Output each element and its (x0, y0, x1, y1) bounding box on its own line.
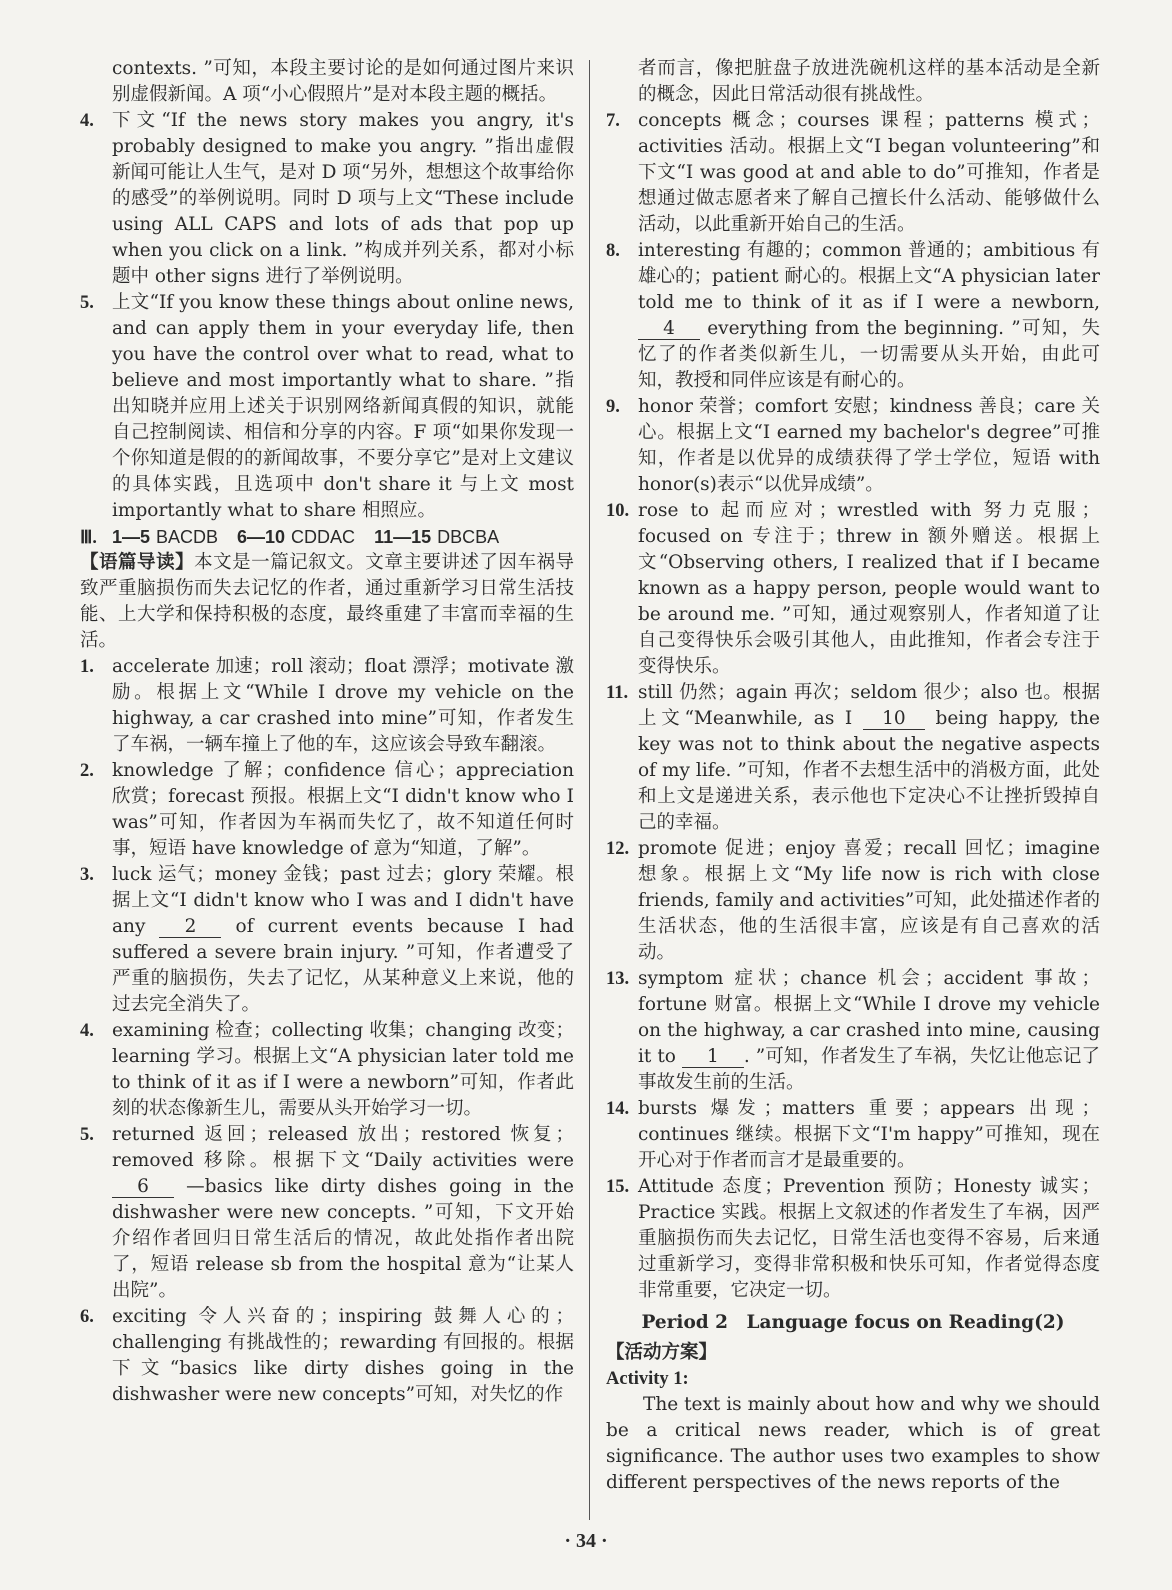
page-number: · 34 · (564, 1530, 608, 1552)
answer-explanation-item (606, 238, 1100, 394)
answer-range: 11—15 (374, 527, 432, 547)
passage-guide-text: 本文是一篇记叙文。文章主要讲述了因车祸导致严重脑损伤而失去记忆的作者，通过重新学习日常生活技能、上大学和保持积极的态度，最终重建了丰富而幸福的生活。 (80, 552, 574, 651)
item-text: returned 返回；released 放出；restored 恢复；removed 移除。根据下文“Daily activities were (112, 1124, 574, 1171)
column-divider (589, 60, 590, 1520)
answer-explanation-item (80, 862, 574, 1018)
right-items (606, 108, 1100, 1304)
answer-range: 6—10 (237, 527, 286, 547)
left-items-a (80, 108, 574, 524)
item-text: examining 检查；collecting 收集；changing 改变；learning 学习。根据上文“A physician later told me to think of it as if I were a newborn”可知，作者此刻的状态像新生儿，需要从头开始学习一切。 (112, 1020, 574, 1119)
answer-keys: CDDAC (291, 527, 356, 547)
item-number: 4. (80, 1021, 94, 1041)
item-number: 1. (80, 657, 94, 677)
answer-explanation-item (80, 654, 574, 758)
item-number: 8. (606, 241, 620, 261)
item-number: 4. (80, 111, 94, 131)
item-number: 5. (80, 1125, 94, 1145)
item-number: 15. (606, 1177, 630, 1197)
item-text: knowledge 了解；confidence 信心；appreciation 欣赏；forecast 预报。根据上文“I didn't know who I was”可知，作者因为车祸而失忆了，故不知道任何时事，短语 have knowledge of 意为“知道，了解”。 (112, 760, 574, 859)
item-text: 下文“If the news story makes you angry, it's probably designed to make you angry. ”指出虚假新闻可能让人生气，是对 D 项“另外，想想这个故事给你的感受”的举例说明。同时 D 项与上文“These include using ALL CAPS and lots of ads that pop up when you click on a link. ”构成并列关系，都对小标题中 other signs 进行了举例说明。 (112, 110, 574, 287)
item-text: everything from the beginning. ”可知，失忆了的作者类似新生儿，一切需要从头开始，由此可知，教授和同伴应该是有耐心的。 (638, 318, 1100, 391)
blank-number: 6 (112, 1177, 174, 1198)
item-number: 9. (606, 397, 620, 417)
item-text: . ”可知，作者发生了车祸，失忆让他忘记了事故发生前的生活。 (638, 1046, 1100, 1093)
blank-number: 10 (863, 709, 925, 730)
item-text: still 仍然；again 再次；seldom 很少；also 也。根据上文“Meanwhile, as I (638, 682, 1100, 729)
answer-explanation-item (606, 394, 1100, 498)
answer-keys: DBCBA (437, 527, 500, 547)
item-text: —basics like dirty dishes going in the dishwasher were new concepts. ”可知，下文开始介绍作者回归日常生活后的情况，故此处指作者出院了，短语 release sb from the hospital 意为“让某人出院”。 (112, 1176, 574, 1301)
item-number: 11. (606, 683, 629, 703)
item-number: 7. (606, 111, 620, 131)
item-text: being happy, the key was not to think about the negative aspects of my life. ”可知，作者不去想生活中的消极方面，此处和上文是递进关系，表示他也下定决心不让挫折毁掉自己的幸福。 (638, 708, 1100, 833)
item-text: accelerate 加速；roll 滚动；float 漂浮；motivate 激励。根据上文“While I drove my vehicle on the highway, a car crashed into mine”可知，作者发生了车祸，一辆车撞上了他的车，这应该会导致车翻滚。 (112, 656, 574, 755)
left-column (80, 56, 574, 1408)
period-title: Period 2 Language focus on Reading(2) (641, 1312, 1065, 1333)
left-top-text: contexts. ”可知，本段主要讨论的是如何通过图片来识别虚假新闻。A 项“小心假照片”是对本段主题的概括。 (112, 58, 574, 105)
answer-key-row (80, 524, 574, 550)
answer-group (112, 527, 218, 547)
item-number: 5. (80, 293, 94, 313)
answer-explanation-item (80, 1018, 574, 1122)
passage-guide (80, 550, 574, 654)
left-items-b (80, 654, 574, 1408)
item-text: interesting 有趣的；common 普通的；ambitious 有雄心的；patient 耐心的。根据上文“A physician later told me to think of it as if I were a newborn, (638, 240, 1100, 313)
item-text: exciting 令人兴奋的；inspiring 鼓舞人心的；challenging 有挑战性的；rewarding 有回报的。根据下文“basics like dirty dishes going in the dishwasher were new concepts”可知，对失忆的作 (112, 1306, 574, 1405)
item-number: 10. (606, 501, 630, 521)
blank-number: 2 (159, 917, 221, 938)
answer-group (237, 527, 355, 547)
item-text: bursts 爆发；matters 重要；appears 出现；continues 继续。根据下文“I'm happy”可推知，现在开心对于作者而言才是最重要的。 (638, 1098, 1100, 1171)
item-text: honor 荣誉；comfort 安慰；kindness 善良；care 关心。根据上文“I earned my bachelor's degree”可推知，作者是以优异的成绩获得了学士学位，短语 with honor(s)表示“以优异成绩”。 (638, 396, 1100, 495)
answer-explanation-item (606, 108, 1100, 238)
passage-guide-tag: 【语篇导读】 (80, 552, 195, 573)
answer-keys: BACDB (155, 527, 218, 547)
item-text: promote 促进；enjoy 喜爱；recall 回忆；imagine 想象。根据上文“My life now is rich with close friends, family and activities”可知，此处描述作者的生活状态，他的生活很丰富，应该是有自己喜欢的活动。 (638, 838, 1100, 963)
answer-explanation-item (80, 1122, 574, 1304)
answer-explanation-item (606, 1096, 1100, 1174)
activity-paragraph: The text is mainly about how and why we should be a critical news reader, which is of great significance. The author uses two examples to show different perspectives of the news reports of the (606, 1394, 1100, 1493)
section-title: 【活动方案】 (606, 1342, 718, 1363)
item-text: 上文“If you know these things about online news, and can apply them in your everyday life, then you have the control over what to read, what to believe and most importantly what to share. ”指出知晓并应用上述关于识别网络新闻真假的知识，就能自己控制阅读、相信和分享的内容。F 项“如果你发现一个你知道是假的的新闻故事，不要分享它”是对上文建议的具体实践，且选项中 don't share it 与上文 most importantly what to share 相照应。 (112, 292, 574, 521)
item-number: 6. (80, 1307, 94, 1327)
answer-explanation-item (80, 108, 574, 290)
item-number: 12. (606, 839, 630, 859)
answer-explanation-item (606, 1174, 1100, 1304)
answer-explanation-item (80, 290, 574, 524)
right-column (606, 56, 1100, 1496)
answer-explanation-item (606, 836, 1100, 966)
item-text: of current events because I had suffered a severe brain injury. ”可知，作者遭受了严重的脑损伤，失去了记忆，从某种意义上来说，他的过去完全消失了。 (112, 916, 575, 1015)
answer-group (374, 527, 499, 547)
item-number: 14. (606, 1099, 630, 1119)
item-text: rose to 起而应对；wrestled with 努力克服；focused on 专注于；threw in 额外赠送。根据上文“Observing others, I realized that if I became known as a happy person, people would want to be around me. ”可知，通过观察别人，作者知道了让自己变得快乐会吸引其他人，由此推知，作者会专注于变得快乐。 (638, 500, 1100, 677)
answer-explanation-item (606, 498, 1100, 680)
item-number: 13. (606, 969, 630, 989)
activity-title: Activity 1: (606, 1369, 689, 1389)
right-top-text: 者而言，像把脏盘子放进洗碗机这样的基本活动是全新的概念，因此日常活动很有挑战性。 (638, 58, 1100, 105)
item-text: Attitude 态度；Prevention 预防；Honesty 诚实；Practice 实践。根据上文叙述的作者发生了车祸，因严重脑损伤而失去记忆，日常生活也变得不容易，后来通过重新学习，变得非常积极和快乐可知，作者觉得态度非常重要，它决定一切。 (638, 1176, 1100, 1301)
answer-explanation-item (606, 966, 1100, 1096)
item-text: symptom 症状；chance 机会；accident 事故；fortune 财富。根据上文“While I drove my vehicle on the highway, a car crashed into mine, causing it to (638, 968, 1100, 1067)
answer-explanation-item (80, 758, 574, 862)
item-text: luck 运气；money 金钱；past 过去；glory 荣耀。根据上文“I didn't know who I was and I didn't have any (112, 864, 574, 937)
item-number: 2. (80, 761, 94, 781)
answer-range: 1—5 (111, 527, 150, 547)
answer-explanation-item (80, 1304, 574, 1408)
section-number: Ⅲ. (80, 527, 97, 547)
item-text: concepts 概念；courses 课程；patterns 模式；activities 活动。根据上文“I began volunteering”和下文“I was good at and able to do”可推知，作者是想通过做志愿者来了解自己擅长什么活动、能够做什么活动，以此重新开始自己的生活。 (638, 110, 1100, 235)
blank-number: 4 (638, 319, 700, 340)
answer-explanation-item (606, 680, 1100, 836)
item-number: 3. (80, 865, 94, 885)
blank-number: 1 (682, 1047, 744, 1068)
